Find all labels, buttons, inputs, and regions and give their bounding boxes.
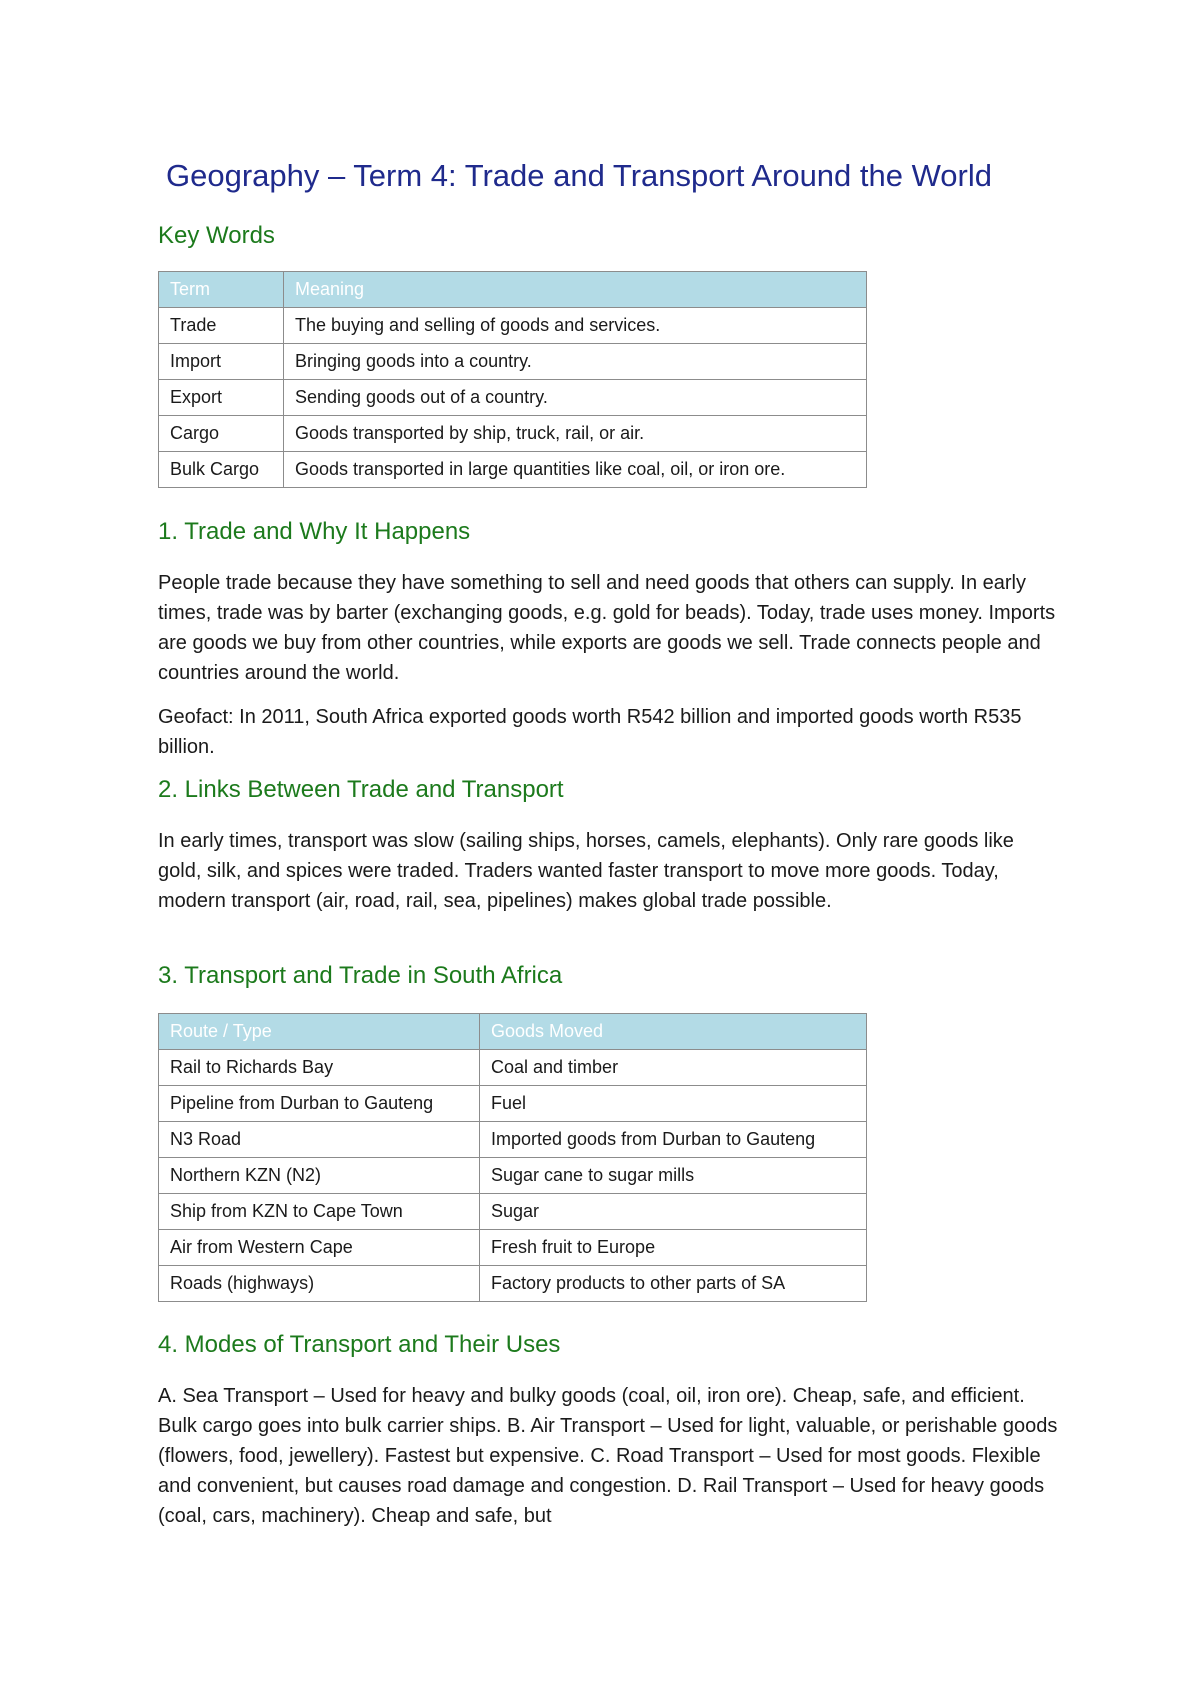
table-row (159, 416, 867, 452)
goods-cell: Sugar (480, 1194, 867, 1230)
term-cell: Trade (159, 308, 284, 344)
section-4-paragraph: A. Sea Transport – Used for heavy and bulky goods (coal, oil, iron ore). Cheap, safe, and efficient. Bulk cargo goes into bulk carrier ships. B. Air Transport – Used for light, valuable, or perishable goods (flowers, food, jewellery). Fastest but expensive. C. Road Transport – Used for most goods. Flexible and convenient, but causes road damage and congestion. D. Rail Transport – Used for heavy goods (coal, cars, machinery). Cheap and safe, but (158, 1385, 1058, 1527)
term-cell: Bulk Cargo (159, 452, 284, 488)
route-cell: Air from Western Cape (159, 1230, 480, 1266)
section-2-paragraph: In early times, transport was slow (sailing ships, horses, camels, elephants). Only rare goods like gold, silk, and spices were traded. Traders wanted faster transport to move more goods. Today, modern transport (air, road, rail, sea, pipelines) makes global trade possible. (158, 830, 1014, 912)
term-cell: Import (159, 344, 284, 380)
table-row (159, 380, 867, 416)
table-row (159, 1194, 867, 1230)
column-header-meaning: Meaning (284, 272, 867, 308)
key-words-heading: Key Words (158, 222, 275, 249)
table-header-row (159, 1014, 867, 1050)
key-words-table (158, 271, 867, 488)
goods-cell: Coal and timber (480, 1050, 867, 1086)
goods-cell: Imported goods from Durban to Gauteng (480, 1122, 867, 1158)
table-row (159, 1050, 867, 1086)
section-2-heading: 2. Links Between Trade and Transport (158, 776, 564, 803)
table-row (159, 1122, 867, 1158)
route-cell: Ship from KZN to Cape Town (159, 1194, 480, 1230)
route-cell: Northern KZN (N2) (159, 1158, 480, 1194)
table-row (159, 308, 867, 344)
table-row (159, 452, 867, 488)
meaning-cell: Goods transported in large quantities like coal, oil, or iron ore. (284, 452, 867, 488)
section-1-heading: 1. Trade and Why It Happens (158, 518, 471, 545)
column-header-goods: Goods Moved (480, 1014, 867, 1050)
document-title: Geography – Term 4: Trade and Transport Around the World (166, 158, 992, 193)
transport-routes-table (158, 1013, 867, 1302)
table-row (159, 1158, 867, 1194)
route-cell: N3 Road (159, 1122, 480, 1158)
table-header-row (159, 272, 867, 308)
goods-cell: Sugar cane to sugar mills (480, 1158, 867, 1194)
goods-cell: Factory products to other parts of SA (480, 1266, 867, 1302)
meaning-cell: Sending goods out of a country. (284, 380, 867, 416)
route-cell: Roads (highways) (159, 1266, 480, 1302)
table-row (159, 344, 867, 380)
route-cell: Pipeline from Durban to Gauteng (159, 1086, 480, 1122)
section-4-heading: 4. Modes of Transport and Their Uses (158, 1331, 561, 1358)
section-1-paragraph: People trade because they have something to sell and need goods that others can supply. In early times, trade was by barter (exchanging goods, e.g. gold for beads). Today, trade uses money. Imports are goods we buy from other countries, while exports are goods we sell. Trade connects people and countries around the world. (158, 572, 1056, 684)
table-row (159, 1230, 867, 1266)
goods-cell: Fuel (480, 1086, 867, 1122)
term-cell: Export (159, 380, 284, 416)
meaning-cell: Bringing goods into a country. (284, 344, 867, 380)
route-cell: Rail to Richards Bay (159, 1050, 480, 1086)
table-row (159, 1266, 867, 1302)
meaning-cell: The buying and selling of goods and services. (284, 308, 867, 344)
geofact-paragraph: Geofact: In 2011, South Africa exported goods worth R542 billion and imported goods worth R535 billion. (158, 706, 1022, 758)
meaning-cell: Goods transported by ship, truck, rail, or air. (284, 416, 867, 452)
term-cell: Cargo (159, 416, 284, 452)
goods-cell: Fresh fruit to Europe (480, 1230, 867, 1266)
section-3-heading: 3. Transport and Trade in South Africa (158, 962, 563, 989)
column-header-term: Term (159, 272, 284, 308)
table-row (159, 1086, 867, 1122)
column-header-route: Route / Type (159, 1014, 480, 1050)
